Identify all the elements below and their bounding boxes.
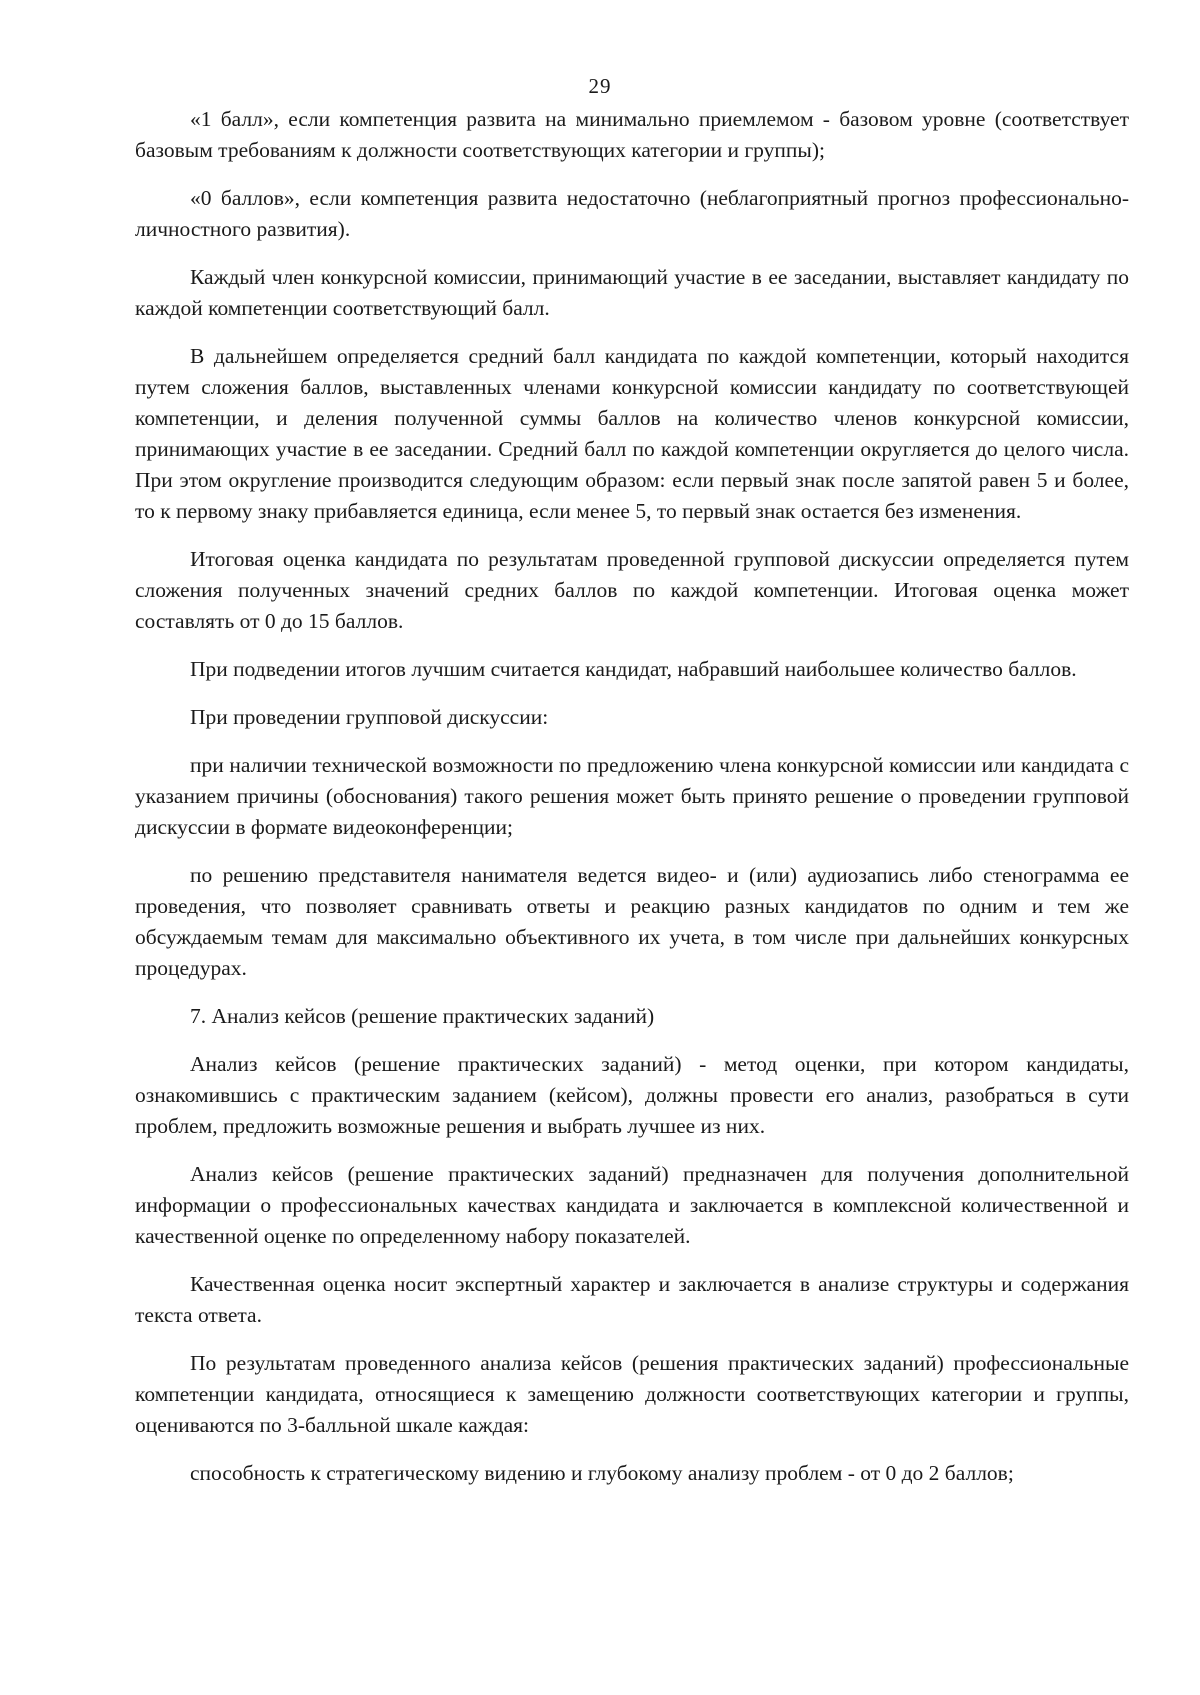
paragraph-videoconference: при наличии технической возможности по предложению члена конкурсной комиссии или кандидата с указанием причины (обоснования) такого решения может быть принято решение о проведении групповой дискуссии в формате видеоконференции; bbox=[135, 753, 1129, 839]
paragraph-discussion-intro: При проведении групповой дискуссии: bbox=[190, 705, 549, 729]
paragraph-competence-scale: По результатам проведенного анализа кейсов (решения практических заданий) профессиональные компетенции кандидата, относящиеся к замещению должности соответствующих категории и группы, оцениваются по 3-балльной шкале каждая: bbox=[135, 1351, 1129, 1437]
section-heading-case-analysis: 7. Анализ кейсов (решение практических заданий) bbox=[190, 1004, 655, 1028]
paragraph-case-method: Анализ кейсов (решение практических заданий) - метод оценки, при котором кандидаты, ознакомившись с практическим заданием (кейсом), должны провести его анализ, разобраться в сути проблем, предложить возможные решения и выбрать лучшее из них. bbox=[135, 1052, 1129, 1138]
paragraph-best-candidate: При подведении итогов лучшим считается кандидат, набравший наибольшее количество баллов. bbox=[190, 657, 1077, 681]
paragraph-recording: по решению представителя нанимателя ведется видео- и (или) аудиозапись либо стенограмма ее проведения, что позволяет сравнивать ответы и реакцию разных кандидатов по одним и тем же обсуждаемым темам для максимально объективного их учета, в том числе при дальнейших конкурсных процедурах. bbox=[135, 863, 1129, 980]
page-number: 29 bbox=[588, 74, 612, 98]
paragraph-average-score: В дальнейшем определяется средний балл кандидата по каждой компетенции, который находится путем сложения баллов, выставленных членами конкурсной комиссии кандидату по соответствующей компетенции, и деления полученной суммы баллов на количество членов конкурсной комиссии, принимающих участие в ее заседании. Средний балл по каждой компетенции округляется до целого числа. При этом округление производится следующим образом: если первый знак после запятой равен 5 и более, то к первому знаку прибавляется единица, если менее 5, то первый знак остается без изменения. bbox=[135, 344, 1129, 523]
paragraph-zero-points-score: «0 баллов», если компетенция развита недостаточно (неблагоприятный прогноз профессионально-личностного развития). bbox=[135, 186, 1129, 241]
paragraph-one-point-score: «1 балл», если компетенция развита на минимально приемлемом - базовом уровне (соответствует базовым требованиям к должности соответствующих категории и группы); bbox=[135, 107, 1129, 162]
paragraph-qualitative-assessment: Качественная оценка носит экспертный характер и заключается в анализе структуры и содержания текста ответа. bbox=[135, 1272, 1129, 1327]
paragraph-final-score: Итоговая оценка кандидата по результатам проведенной групповой дискуссии определяется путем сложения полученных значений средних баллов по каждой компетенции. Итоговая оценка может составлять от 0 до 15 баллов. bbox=[135, 547, 1129, 633]
paragraph-member-scoring: Каждый член конкурсной комиссии, принимающий участие в ее заседании, выставляет кандидату по каждой компетенции соответствующий балл. bbox=[135, 265, 1129, 320]
paragraph-case-purpose: Анализ кейсов (решение практических заданий) предназначен для получения дополнительной информации о профессиональных качествах кандидата и заключается в комплексной количественной и качественной оценке по определенному набору показателей. bbox=[135, 1162, 1129, 1248]
paragraph-strategic-vision: способность к стратегическому видению и глубокому анализу проблем - от 0 до 2 баллов; bbox=[190, 1461, 1014, 1485]
document-body bbox=[135, 104, 1129, 1506]
